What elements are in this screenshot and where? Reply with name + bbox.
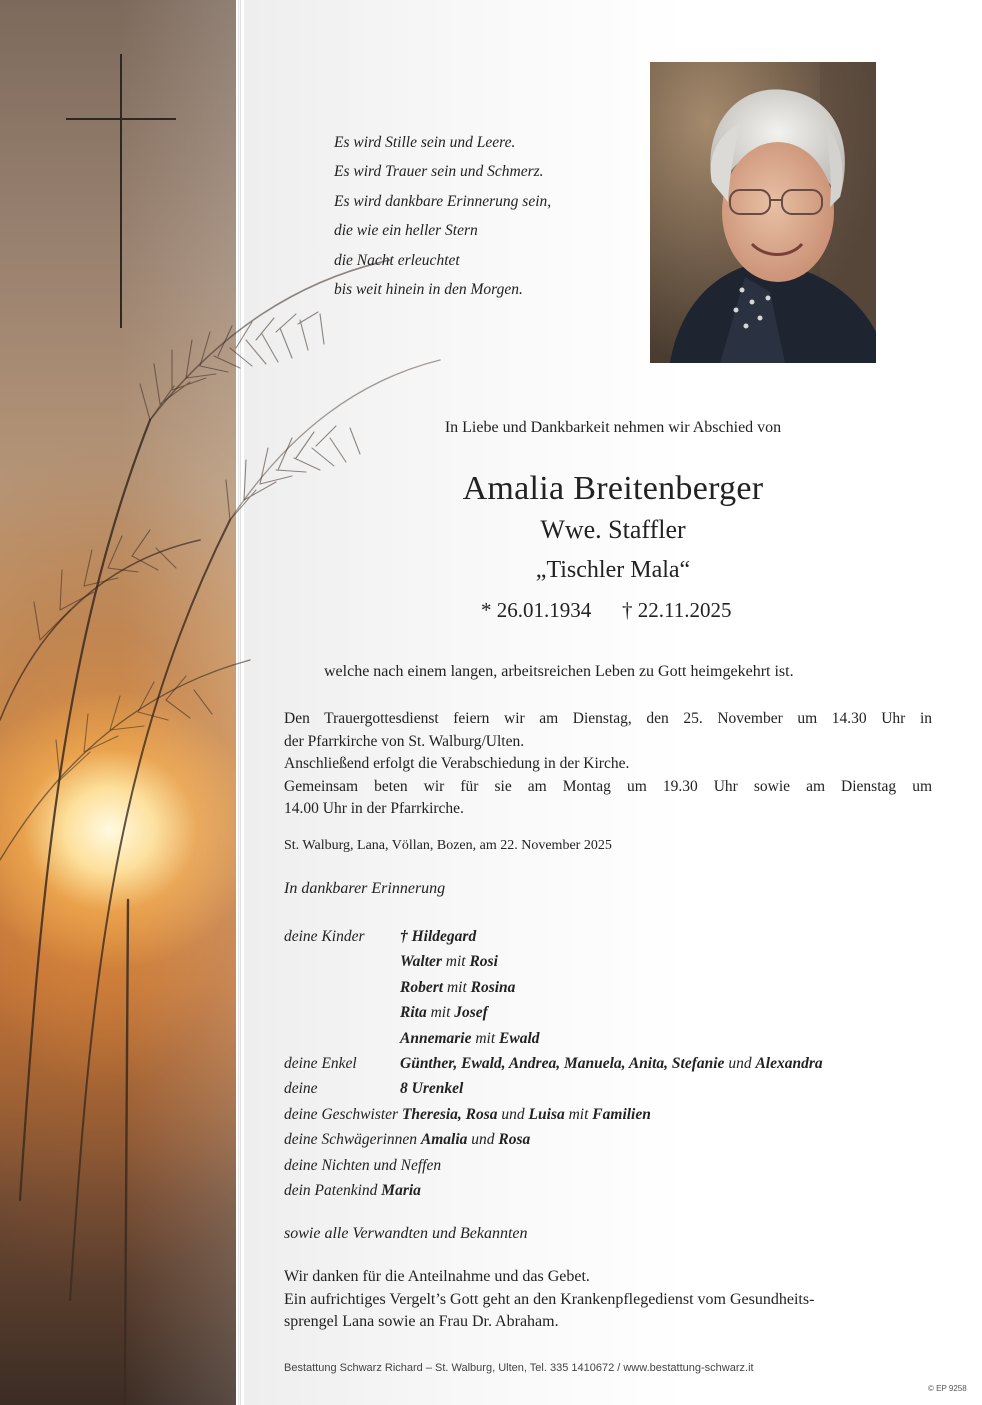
conjunction: und xyxy=(497,1105,529,1123)
birth-date: * 26.01.1934 xyxy=(481,598,592,622)
poem-line: die Nacht erleuchtet xyxy=(334,251,460,269)
poem-line: Es wird Stille sein und Leere. xyxy=(334,134,516,151)
death-date: † 22.11.2025 xyxy=(622,598,732,622)
family-label: deine xyxy=(284,1080,318,1098)
siblings-entry xyxy=(284,1102,651,1127)
service-line: 14.00 Uhr in der Pfarrkirche. xyxy=(284,800,464,818)
conjunction: mit xyxy=(443,978,471,996)
portrait-photo xyxy=(650,62,876,363)
family-label: deine Nichten und Neffen xyxy=(284,1156,442,1174)
thanks-line: sprengel Lana sowie an Frau Dr. Abraham. xyxy=(284,1313,559,1331)
sibling-name: Luisa xyxy=(528,1105,565,1123)
godchild-name: Maria xyxy=(381,1181,421,1199)
partner-name: Ewald xyxy=(499,1029,540,1047)
farewell-intro: In Liebe und Dankbarkeit nehmen wir Abschied von xyxy=(444,419,782,436)
child-entry xyxy=(400,924,476,949)
returned-text: welche nach einem langen, arbeitsreichen Leben zu Gott heimgekehrt ist. xyxy=(324,663,794,680)
cross-icon xyxy=(66,54,176,328)
family-label: deine Schwägerinnen xyxy=(284,1131,421,1149)
child-name: Walter xyxy=(400,953,442,971)
partner-name: Rosina xyxy=(470,978,516,996)
conjunction: mit xyxy=(426,1004,455,1022)
thanks-paragraph xyxy=(284,1266,932,1334)
poem-line: bis weit hinein in den Morgen. xyxy=(334,281,523,299)
poem xyxy=(334,128,634,304)
gratitude-heading: In dankbarer Erinnerung xyxy=(284,880,446,897)
poem-line: die wie ein heller Stern xyxy=(334,222,478,240)
family-label: dein Patenkind xyxy=(284,1181,382,1199)
service-line: Anschließend erfolgt die Verabschiedung in der Kirche. xyxy=(284,755,630,773)
conjunction: mit xyxy=(441,953,470,971)
child-entry xyxy=(400,1000,488,1025)
service-info xyxy=(284,708,932,821)
widow-name: Wwe. Staffler xyxy=(540,515,686,544)
conjunction: und xyxy=(467,1131,499,1149)
vertical-divider xyxy=(238,0,241,1405)
godchild-entry xyxy=(284,1178,421,1203)
relatives-line: sowie alle Verwandten und Bekannten xyxy=(284,1225,528,1242)
service-line: der Pfarrkirche von St. Walburg/Ulten. xyxy=(284,732,525,750)
child-entry xyxy=(400,975,515,1000)
great-grandchildren-entry xyxy=(400,1076,463,1101)
child-name: † Hildegard xyxy=(400,928,477,945)
deceased-name: Amalia Breitenberger xyxy=(462,470,764,507)
sibling-families: Familien xyxy=(592,1105,651,1123)
child-entry xyxy=(400,949,498,974)
family-label: deine Geschwister xyxy=(284,1105,402,1123)
poem-line: Es wird Trauer sein und Schmerz. xyxy=(334,163,544,181)
place-date: St. Walburg, Lana, Völlan, Bozen, am 22. November 2025 xyxy=(284,838,612,853)
grandchild-last: Alexandra xyxy=(755,1054,823,1072)
funeral-home-footer: Bestattung Schwarz Richard – St. Walburg, Ulten, Tel. 335 1410672 / www.bestattung-schwarz.it xyxy=(284,1362,754,1374)
inlaw-name: Amalia xyxy=(420,1131,468,1149)
conjunction: mit xyxy=(564,1105,593,1123)
reference-code: © EP 9258 xyxy=(928,1384,967,1393)
family-label: deine Kinder xyxy=(284,928,365,945)
partner-name: Rosi xyxy=(469,953,498,971)
poem-line: Es wird dankbare Erinnerung sein, xyxy=(334,192,552,210)
child-name: Robert xyxy=(400,978,444,996)
thanks-line: Wir danken für die Anteilnahme und das Gebet. xyxy=(284,1268,590,1285)
great-grandchildren: 8 Urenkel xyxy=(400,1080,464,1098)
child-entry xyxy=(400,1026,540,1051)
sibling-names: Theresia, Rosa xyxy=(401,1105,498,1123)
grandchildren-names: Günther, Ewald, Andrea, Manuela, Anita, Stefanie xyxy=(400,1054,725,1072)
grandchildren-entry xyxy=(400,1051,823,1076)
service-line: Den Trauergottesdienst feiern wir am Dienstag, den 25. November um 14.30 Uhr in xyxy=(284,710,932,727)
inlaw-name: Rosa xyxy=(498,1131,531,1149)
partner-name: Josef xyxy=(454,1004,488,1022)
service-line: Gemeinsam beten wir für sie am Montag um 19.30 Uhr sowie am Dienstag um xyxy=(284,777,932,795)
child-name: Rita xyxy=(400,1004,427,1022)
conjunction: mit xyxy=(471,1029,500,1047)
child-name: Annemarie xyxy=(400,1029,472,1047)
conjunction: und xyxy=(724,1054,756,1072)
family-label: deine Enkel xyxy=(284,1054,357,1072)
nickname: „Tischler Mala“ xyxy=(535,557,691,583)
thanks-line: Ein aufrichtiges Vergelt’s Gott geht an den Krankenpflegedienst vom Gesundheits- xyxy=(284,1290,815,1308)
inlaws-entry xyxy=(284,1127,530,1152)
